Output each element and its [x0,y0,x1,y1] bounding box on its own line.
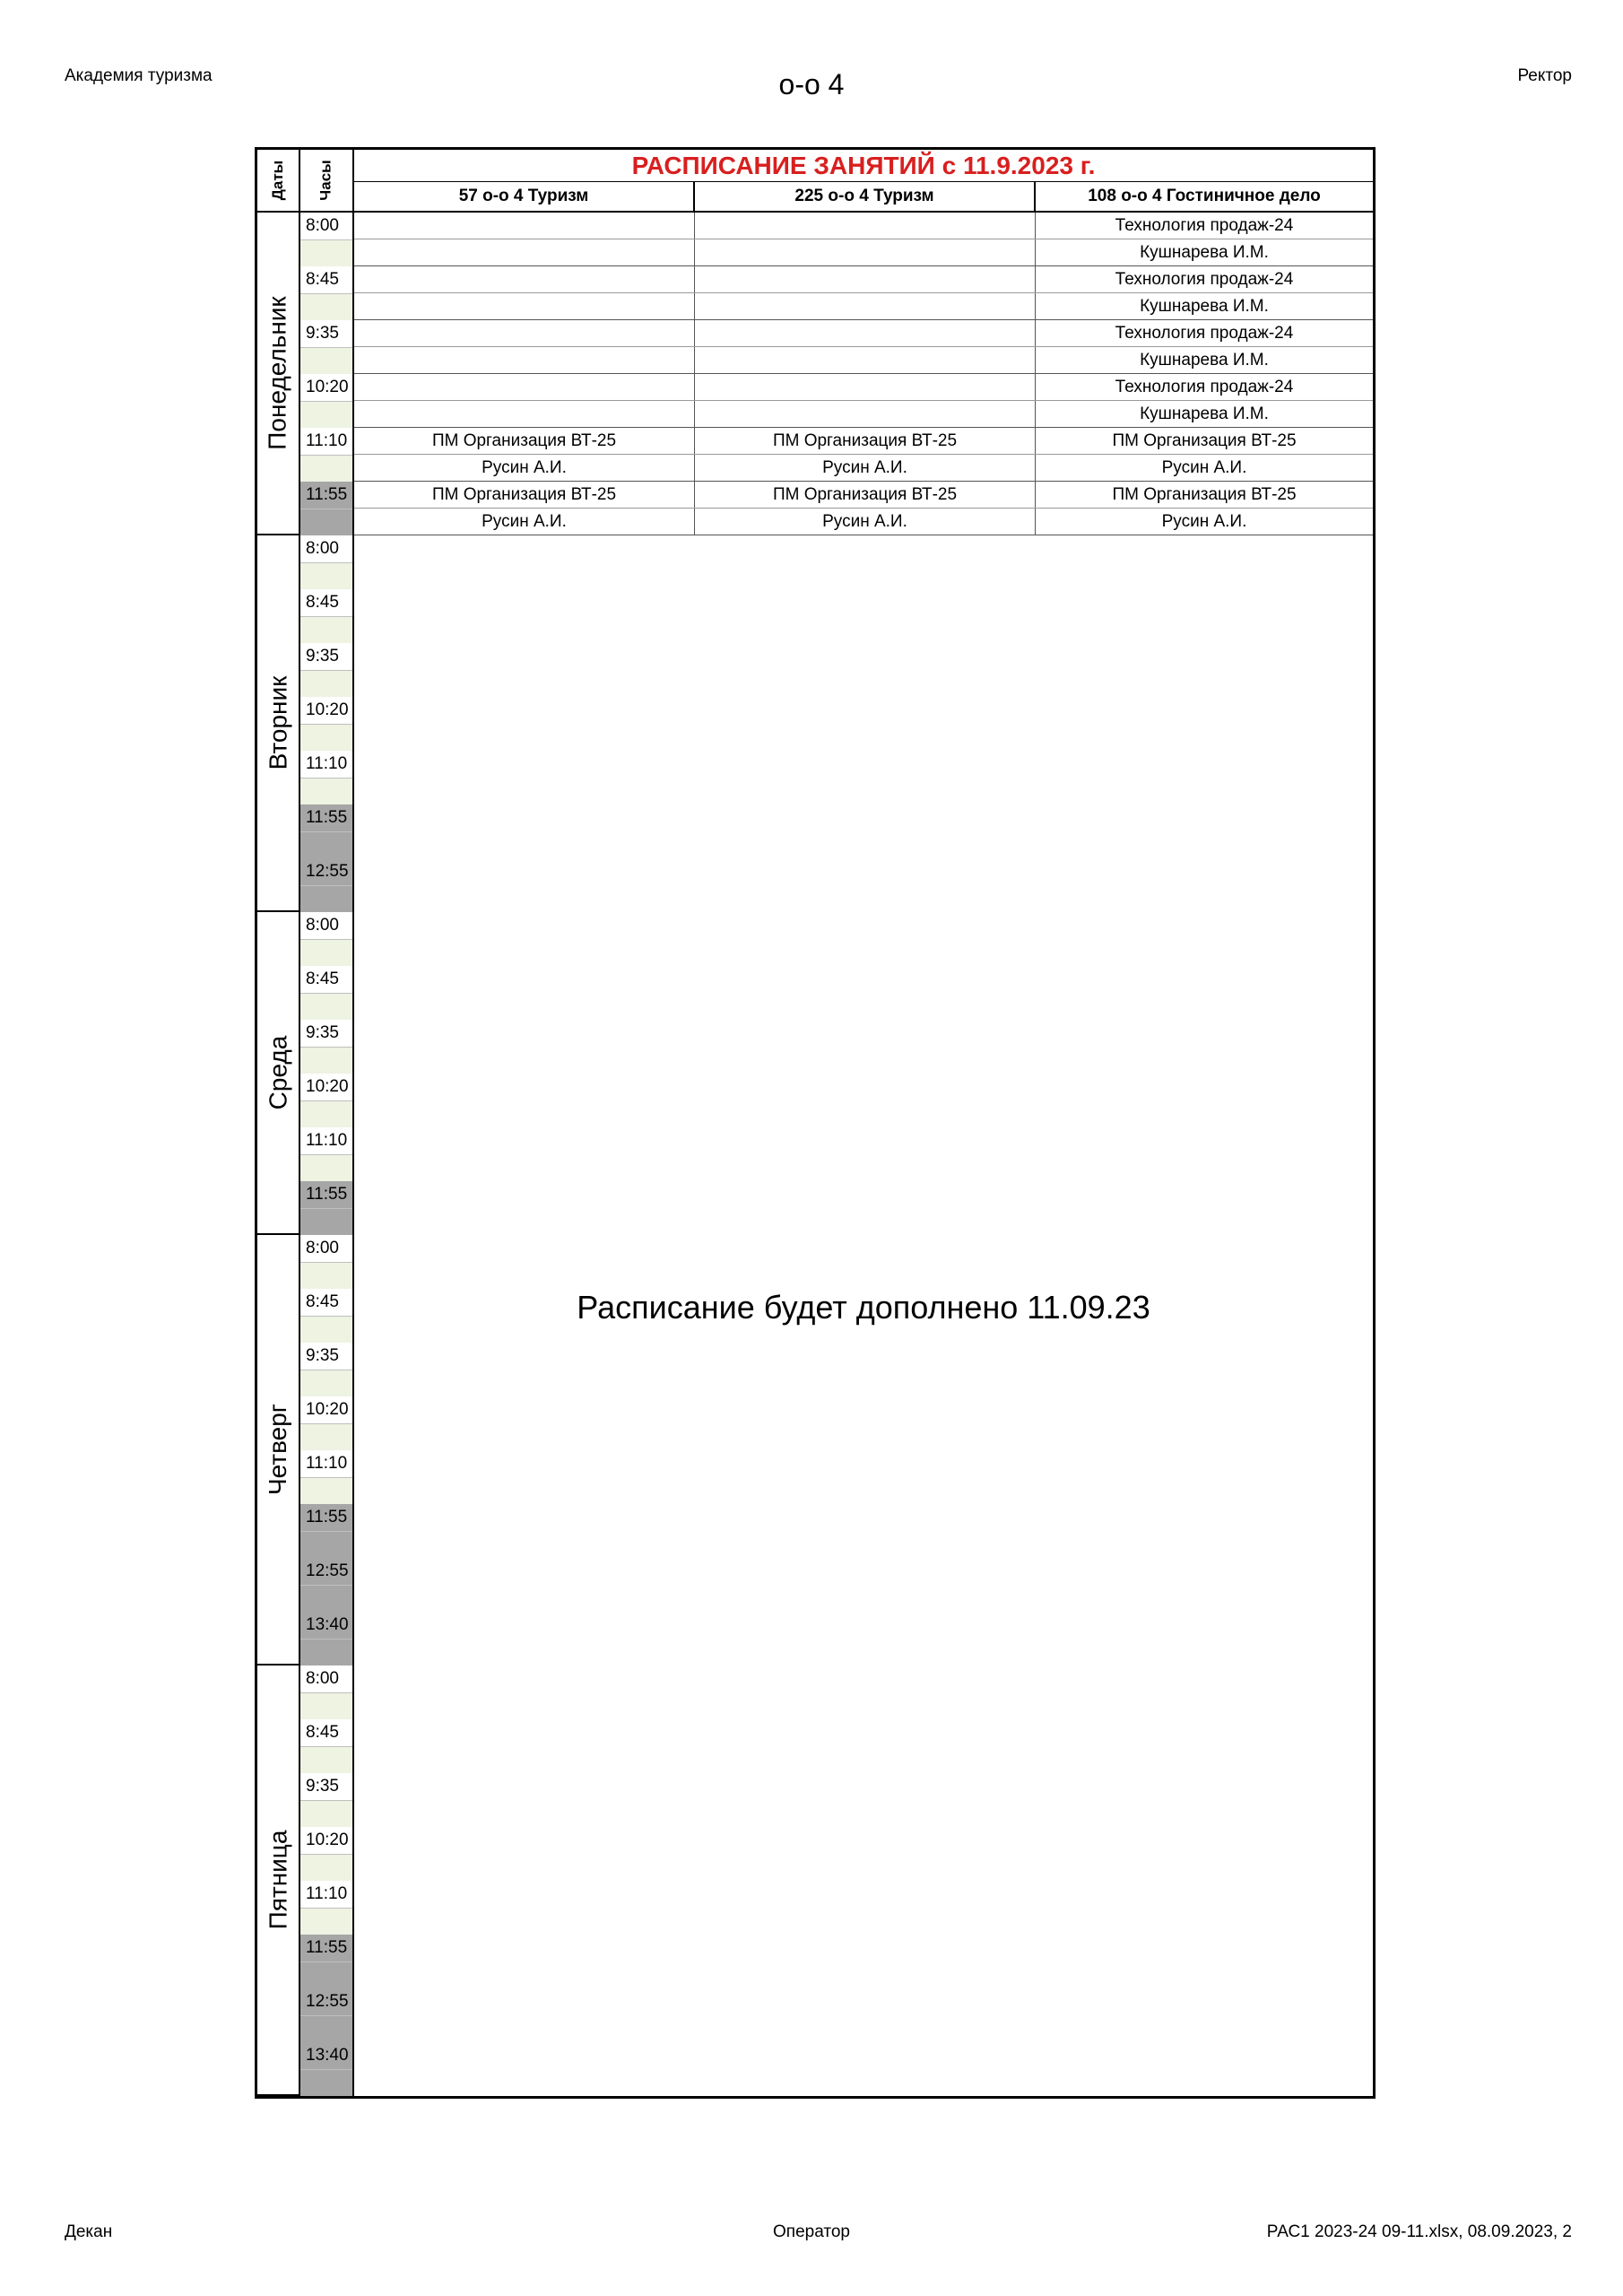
time-slot-lower [300,671,352,697]
time-slot [300,1181,352,1235]
time-slot [300,1558,352,1612]
lesson-cell [695,266,1036,292]
time-slot [300,2042,352,2096]
time-slot-lower [300,778,352,804]
lesson-cell: Кушнарева И.М. [1140,404,1269,423]
time-label: 13:40 [300,1612,352,1639]
lesson-row [354,428,1373,455]
lesson-row [354,266,1373,293]
day-label [257,1235,299,1665]
lesson-cell: Технология продаж-24 [1115,270,1294,289]
day-name: Четверг [264,1403,292,1496]
time-slot-lower [300,1693,352,1719]
lesson-row [354,347,1373,374]
time-slot-lower [300,940,352,966]
lesson-cell: ПМ Организация ВТ-25 [1112,431,1297,450]
time-slot-lower [300,1424,352,1450]
time-label: 13:40 [300,2042,352,2070]
time-label: 11:10 [300,428,352,456]
day-label [257,912,299,1235]
lesson-cell [695,347,1036,373]
time-label: 8:45 [300,966,352,994]
time-slot-lower [300,294,352,320]
time-slot-lower [300,563,352,589]
lesson-cell [695,239,1036,265]
time-slot [300,751,352,804]
time-slot [300,1020,352,1074]
lesson-cell: Кушнарева И.М. [1140,297,1269,316]
time-slot [300,1504,352,1558]
lesson-row [354,320,1373,347]
hours-header-label: Часы [317,160,334,201]
lesson-cell [695,320,1036,346]
time-slot [300,589,352,643]
time-label: 8:00 [300,1235,352,1263]
lesson-row [354,293,1373,320]
lesson-cell [354,320,695,346]
time-slot [300,1396,352,1450]
lesson-cell: Русин А.И. [695,509,1036,535]
time-slot-lower [300,1370,352,1396]
hours-column [300,150,354,2096]
time-slot [300,1074,352,1127]
day-label [257,535,299,912]
footer-right: РАС1 2023-24 09-11.xlsx, 08.09.2023, 2 [1266,2222,1572,2241]
lesson-cell: ПМ Организация ВТ-25 [354,482,695,508]
time-slot [300,482,352,535]
time-slot-lower [300,402,352,428]
time-label: 8:00 [300,912,352,940]
time-slot [300,1881,352,1935]
time-label: 10:20 [300,1396,352,1424]
lesson-cell [354,266,695,292]
lesson-cell: ПМ Организация ВТ-25 [354,428,695,454]
day-label [257,1665,299,2096]
time-label: 11:10 [300,1127,352,1155]
time-label: 10:20 [300,1827,352,1855]
time-label: 8:45 [300,1289,352,1317]
time-slot-lower [300,456,352,482]
lesson-row [354,213,1373,239]
time-slot-lower [300,1317,352,1343]
time-slot [300,1612,352,1665]
lesson-cell [695,374,1036,400]
time-slot-lower [300,832,352,858]
time-label: 11:55 [300,1935,352,1962]
time-slot [300,912,352,966]
time-slot [300,1773,352,1827]
time-label: 10:20 [300,697,352,725]
lesson-cell: Технология продаж-24 [1115,378,1294,396]
lesson-cell: Русин А.И. [695,455,1036,481]
time-slot-lower [300,1747,352,1773]
lesson-row [354,455,1373,482]
time-slot [300,1935,352,1988]
time-slot [300,804,352,858]
time-label: 12:55 [300,1558,352,1586]
time-slot-lower [300,617,352,643]
hours-header [300,150,352,213]
header-center: о-о 4 [778,68,845,100]
time-label: 11:10 [300,1450,352,1478]
lesson-row [354,374,1373,401]
lesson-cell: ПМ Организация ВТ-25 [695,428,1036,454]
time-slot-lower [300,1586,352,1612]
time-slot-lower [300,509,352,535]
lesson-cell [354,401,695,427]
time-slot [300,1719,352,1773]
time-slot-lower [300,1101,352,1127]
day-name: Пятница [264,1830,292,1930]
time-slot [300,1827,352,1881]
lesson-cell [354,239,695,265]
lesson-cell: Русин А.И. [354,509,695,535]
lesson-cell: Технология продаж-24 [1115,324,1294,343]
dates-header [257,150,299,213]
lesson-cell [695,213,1036,239]
time-slot-lower [300,725,352,751]
lesson-cell [695,401,1036,427]
time-label: 8:00 [300,213,352,240]
lesson-cell [695,293,1036,319]
lesson-row [354,401,1373,428]
lesson-cell [354,293,695,319]
lesson-row [354,239,1373,266]
time-label: 9:35 [300,643,352,671]
time-label: 8:00 [300,1665,352,1693]
time-label: 9:35 [300,320,352,348]
time-slot [300,1343,352,1396]
day-name: Среда [264,1035,292,1110]
time-slot-lower [300,1909,352,1935]
time-label: 11:55 [300,482,352,509]
time-label: 12:55 [300,1988,352,2016]
time-slot [300,266,352,320]
time-label: 11:55 [300,804,352,832]
time-slot [300,966,352,1020]
time-label: 8:45 [300,1719,352,1747]
time-slot-lower [300,1048,352,1074]
day-name: Понедельник [264,296,292,450]
time-slot [300,1235,352,1289]
day-label [257,213,299,535]
time-slot [300,697,352,751]
header-left: Академия туризма [65,66,213,85]
schedule-table [255,147,1376,2099]
time-label: 11:10 [300,1881,352,1909]
time-label: 9:35 [300,1343,352,1370]
time-slot [300,643,352,697]
lesson-cell: Кушнарева И.М. [1140,243,1269,262]
time-slot-lower [300,1801,352,1827]
lesson-cell: ПМ Организация ВТ-25 [1112,485,1297,504]
lesson-row [354,482,1373,509]
time-label: 8:45 [300,589,352,617]
group-header: 225 о-о 4 Туризм [695,182,1036,211]
time-label: 11:55 [300,1504,352,1532]
group-header: 57 о-о 4 Туризм [354,182,695,211]
time-label: 8:00 [300,535,352,563]
group-headers [354,182,1373,213]
lesson-cell: Кушнарева И.М. [1140,351,1269,370]
time-slot [300,1127,352,1181]
lesson-cell: ПМ Организация ВТ-25 [695,482,1036,508]
time-label: 10:20 [300,1074,352,1101]
dates-column [257,150,300,2096]
time-slot [300,428,352,482]
time-slot [300,1289,352,1343]
time-slot-lower [300,1639,352,1665]
footer-center: Оператор [773,2222,850,2241]
time-label: 9:35 [300,1020,352,1048]
time-slot-lower [300,1478,352,1504]
lesson-cell [354,213,695,239]
lesson-cell: Русин А.И. [354,455,695,481]
time-slot-lower [300,2070,352,2096]
time-slot-lower [300,348,352,374]
time-slot [300,1450,352,1504]
footer-left: Декан [65,2222,113,2241]
lesson-cell [354,374,695,400]
time-label: 8:45 [300,266,352,294]
time-slot [300,213,352,266]
lesson-cell [354,347,695,373]
time-label: 10:20 [300,374,352,402]
time-slot [300,1988,352,2042]
lesson-row [354,509,1373,535]
time-slot [300,320,352,374]
time-label: 11:10 [300,751,352,778]
header-right: Ректор [1517,66,1572,85]
time-slot-lower [300,1532,352,1558]
lesson-cell: Русин А.И. [1161,458,1247,477]
time-slot-lower [300,1855,352,1881]
time-slot-lower [300,1209,352,1235]
dates-header-label: Даты [268,160,286,201]
time-slot-lower [300,240,352,266]
time-label: 12:55 [300,858,352,886]
time-slot-lower [300,2016,352,2042]
time-slot [300,1665,352,1719]
group-header: 108 о-о 4 Гостиничное дело [1088,187,1321,205]
time-slot-lower [300,1263,352,1289]
day-name: Вторник [264,675,292,770]
time-slot-lower [300,886,352,912]
schedule-notice: Расписание будет дополнено 11.09.23 [577,1289,1150,1326]
lesson-cell: Технология продаж-24 [1115,216,1294,235]
time-slot [300,858,352,912]
time-slot-lower [300,1962,352,1988]
lesson-cell: Русин А.И. [1161,512,1247,531]
time-label: 9:35 [300,1773,352,1801]
time-slot [300,535,352,589]
time-label: 11:55 [300,1181,352,1209]
time-slot-lower [300,994,352,1020]
time-slot-lower [300,1155,352,1181]
time-slot [300,374,352,428]
schedule-title: РАСПИСАНИЕ ЗАНЯТИЙ с 11.9.2023 г. [354,150,1373,182]
